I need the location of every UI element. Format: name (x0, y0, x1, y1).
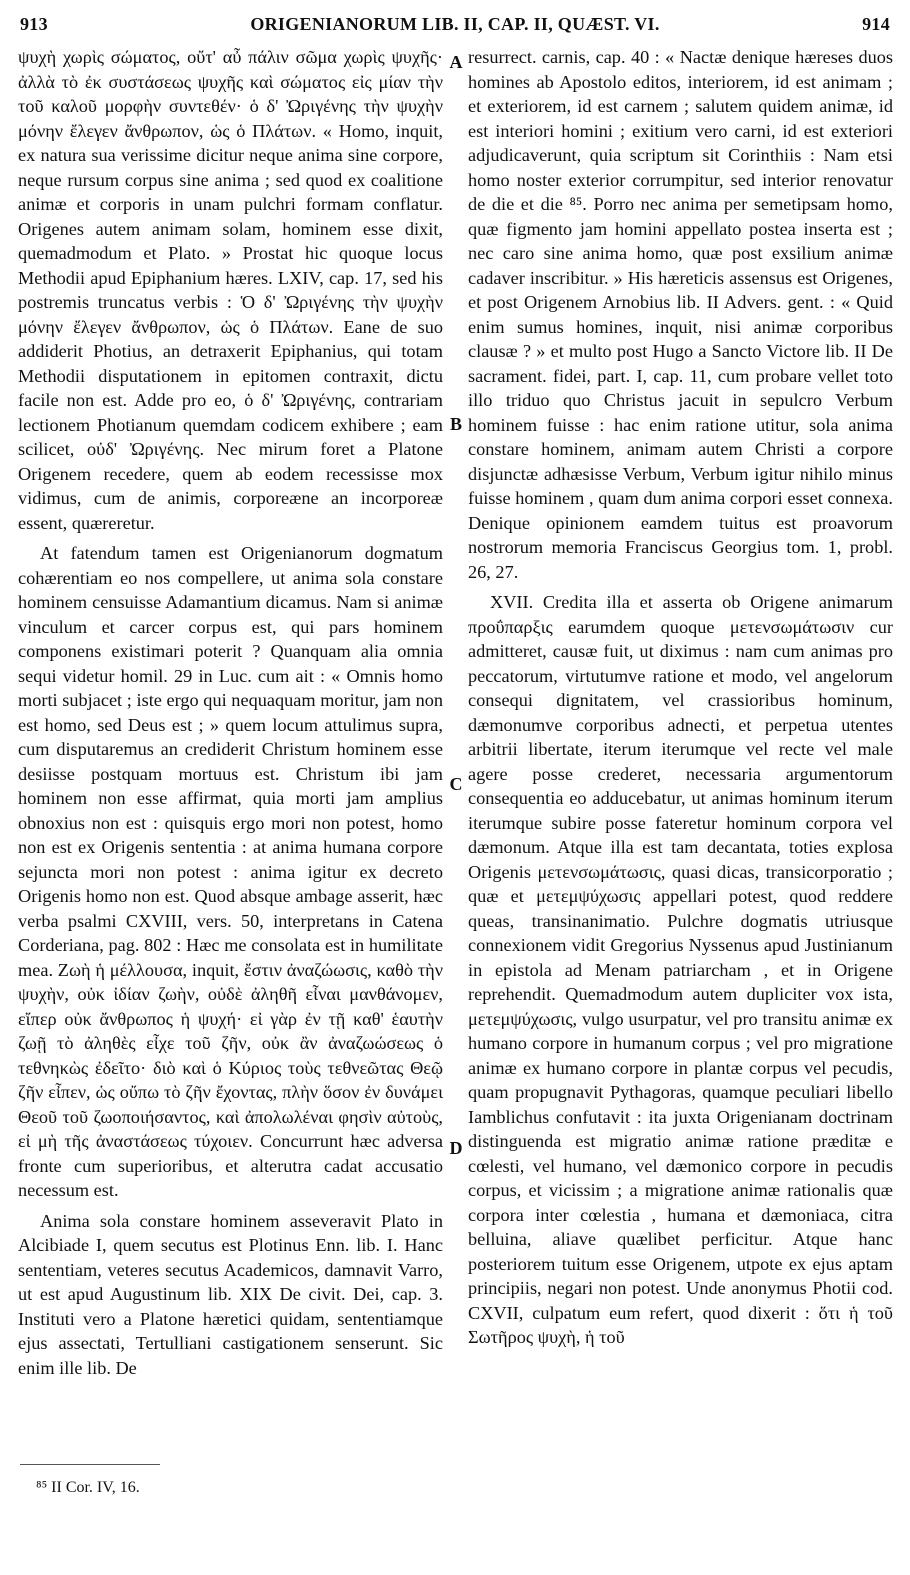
paragraph: At fatendum tamen est Origenianorum dogmatum cohærentiam eo nos compellere, ut anima sola constare hominem censuisse Adamantium dicamus. Nam si animæ vinculum et carcer corpus est, qui pars hominem componens existimari poterit ? Quanquam alia omnia sequi videtur homil. 29 in Luc. cum ait : « Omnis homo morti subjacet ; iste ergo qui nequaquam moritur, jam non est homo, sed Deus est ; » quem locum attulimus supra, cum disputaremus an crediderit Christum hominem esse desiisse postquam mortuus est. Christum ibi jam hominem non esse affirmat, quia morti jam amplius obnoxius non est : quisquis ergo mori non potest, homo non est ex Origenis sententia : at anima humana corpore sejuncta mori non potest : anima igitur ex decreto Origenis homo non est. Quod absque ambage asserit, hæc verba psalmi CXVIII, vers. 50, interpretans in Catena Corderiana, pag. 802 : Hæc me consolata est in humilitate mea. Ζωὴ ἡ μέλλουσα, inquit, ἔστιν ἀναζώωσις, καθὸ τὴν ψυχὴν, οὐκ ἰδίαν ζωὴν, οὐδὲ ἀληθῆ εἶναι μανθάνομεν, εἴπερ οὐκ ἄνθρωπος ἡ ψυχή· εἰ γὰρ ἐν τῇ καθ' ἑαυτὴν ζωῇ τὸ ἀληθὲς εἶχε τοῦ ζῆν, οὐκ ἂν ἀναζωώσεως ὁ τεθνηκὼς ἐδεῖτο· διὸ καὶ ὁ Κύριος τοὺς τεθνεῶτας Θεῷ ζῆν εἶπεν, ὡς οὔπω τὸ ζῆν ἔχοντας, πλὴν ὅσον ἐν δυνάμει Θεοῦ τοῦ ζωοποιήσαντος, καὶ ἀπολωλέναι φησὶν αὐτοὺς, εἰ μὴ τῆς ἀναστάσεως τύχοιεν. Concurrunt hæc adversa fronte cum superioribus, et alterutra cadat accusatio necessum est. (18, 543, 443, 1200)
running-title: ORIGENIANORUM LIB. II, CAP. II, QUÆST. VI. (250, 14, 660, 34)
paragraph: XVII. Credita illa et asserta ob Origene animarum προΰπαρξις earumdem quoque μετενσωμάτωσιν cur admitteret, causæ fuit, ut diximus : nam cum animas pro peccatorum, virtutumve ratione et modo, vel angelorum consequi dignitatem, vel crassioribus hominum, dæmonumve corporibus adnecti, et perpetua utentes arbitrii libertate, iterum iterumque vel recte vel male agere posse crederet, necessaria argumentorum consequentia eo adducebatur, ut animas hominum iterum iterumque subire posse fateretur hominum corpora vel dæmonum. Atque illa est tam decantata, toties explosa Origenis μετενσωμάτωσις, quasi dicas, transicorporatio ; quæ et μετεμψύχωσις appellari potest, quod reddere queas, transinanimatio. Pulchre dogmatis utriusque connexionem vidit Gregorius Nyssenus apud Justinianum in epistola ad Menam patriarcham , et in Origene reprehendit. Quemadmodum autem dupliciter vox ista, μετεμψύχωσις, vulgo usurpatur, vel pro transitu animæ ex humano corpore in humanum corpus ; vel pro migratione animæ ex humano corpore in plantæ corpus vel pecudis, quam propugnavit Pythagoras, quamque peculiari libello Iamblichus confutavit : ita juxta Origenianam doctrinam distinguenda est migratio animæ ratione præditæ e cœlesti, vel humano, vel dæmonico corpore in pecudis corpus, et vicissim ; a migratione animæ rationalis quæ corpora inter cœlestia , humana et dæmoniaca, citra belluina, aliave quælibet perficitur. Atque hanc posteriorem tuitum esse Origenem, utpote ex ejus aptam principiis, negari non potest. Unde anonymus Photii cod. CXVII, culpatum eum refert, quod dixerit : ὅτι ἡ τοῦ Σωτῆρος ψυχὴ, ἡ τοῦ (468, 592, 893, 1347)
footnote: ⁸⁵ II Cor. IV, 16. (36, 1479, 140, 1496)
page-number-right: 914 (862, 14, 890, 34)
page-header (20, 6, 890, 40)
margin-letter-d: D (449, 1138, 463, 1158)
paragraph: Anima sola constare hominem asseveravit Plato in Alcibiade I, quem secutus est Plotinus Enn. lib. I. Hanc sententiam, veteres secutus Academicos, damnavit Varro, ut est apud Augustinum lib. XIX De civit. Dei, cap. 3. Instituti vero a Platone hæretici quidam, sententiamque ejus assectati, Tertulliani castigationem senserunt. Sic enim ille lib. De (18, 1210, 443, 1378)
margin-letter-b: B (449, 414, 462, 434)
left-column (18, 45, 443, 1380)
right-column (468, 45, 893, 1350)
footnote-divider (20, 1464, 160, 1465)
paragraph: resurrect. carnis, cap. 40 : « Nactæ denique hæreses duos homines ab Apostolo editos, interiorem, id est animam ; et exteriorem, id est carnem ; salutem quidem animæ, id est interiori homini ; exitium vero carni, id est exteriori adjudicaverunt, quia scriptum sit Corinthiis : Nam etsi homo noster exterior corrumpitur, sed interior renovatur de die et die ⁸⁵. Porro nec anima per semetipsam homo, quæ figmento jam homini appellato postea inserta est ; nec caro sine anima homo, quæ post exsilium animæ cadaver inscribitur. » His hæreticis assensus est Origenes, et post Origenem Arnobius lib. II Advers. gent. : « Quid enim sumus homines, inquit, nisi animæ corporibus clausæ ? » et multo post Hugo a Sancto Victore lib. II De sacrament. fidei, part. I, cap. 11, cum probare vellet toto illo triduo quo Christus jacuit in sepulcro Verbum hominem fuisse : hac enim ratione utitur, sola anima constare hominem, animam autem Christi a corpore disjunctæ adhæsisse Verbum, Verbum igitur nihilo minus fuisse hominem , quam dum anima corpori esset connexa. Denique opinionem eamdem tuitus est proavorum nostrorum memoria Franciscus Georgius tom. 1, probl. 26, 27. (468, 47, 893, 582)
margin-letter-c: C (449, 774, 463, 794)
paragraph: ψυχὴ χωρὶς σώματος, οὔτ' αὖ πάλιν σῶμα χωρὶς ψυχῆς· ἀλλὰ τὸ ἐκ συστάσεως ψυχῆς καὶ σώματος εἰς μίαν τὴν τοῦ καλοῦ μορφὴν συντεθέν· ὁ δ' Ὠριγένης τὴν ψυχὴν μόνην ἔλεγεν ἄνθρωπον, ὡς ὁ Πλάτων. « Homo, inquit, ex natura sua verissime dicitur neque anima sine corpore, neque rursum corpus sine anima ; sed quod ex coalitione animæ et corporis in unam pulchri formam conflatur. Origenes autem animam solam, hominem esse dixit, quemadmodum et Plato. » Prostat hic quoque locus Methodii apud Epiphanium hæres. LXIV, cap. 17, sed his postremis truncatus verbis : Ὁ δ' Ὠριγένης τὴν ψυχὴν μόνην ἔλεγεν ἄνθρωπον, ὡς ὁ Πλάτων. Eane de suo addiderit Photius, an detraxerit Epiphanius, qui totam Methodii disputationem in epitomen contraxit, dictu facile non est. Adde pro eo, ὁ δ' Ὠριγένης, contrariam lectionem Photianum quemdam codicem exhibere ; eam scilicet, οὐδ' Ὠριγένης. Nec mirum foret a Platone Origenem recedere, quem ab eodem recessisse mox vidimus, cum de animis, corporeæne an incorporeæ essent, quæreretur. (18, 47, 443, 533)
margin-letter-a: A (449, 52, 463, 72)
page-number-left: 913 (20, 14, 48, 34)
